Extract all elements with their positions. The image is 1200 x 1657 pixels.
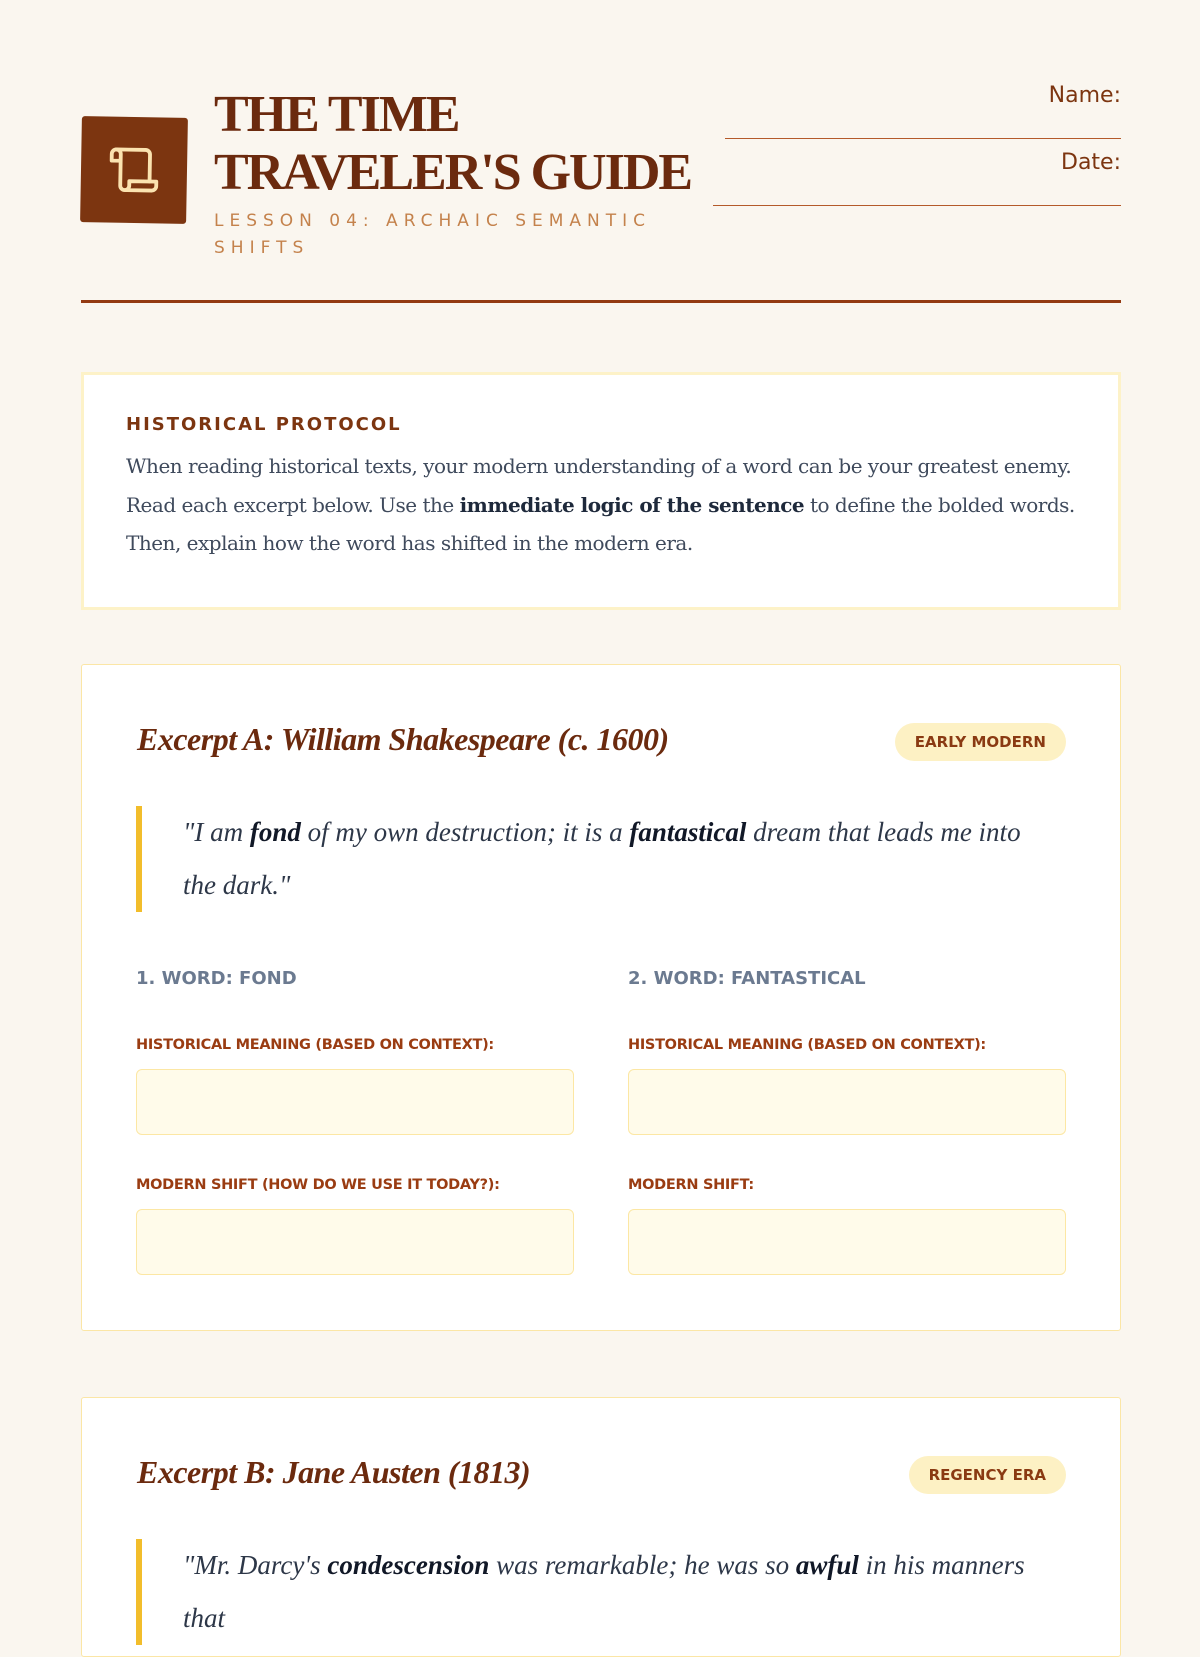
worksheet-header: [81, 0, 1121, 304]
historical-meaning-label: HISTORICAL MEANING (BASED ON CONTEXT):: [628, 1037, 986, 1053]
quote-bold-word: fantastical: [629, 817, 747, 847]
quote-bold-word: fond: [249, 817, 301, 847]
quote-text: of my own destruction; it is a: [300, 817, 630, 847]
protocol-box: [81, 372, 1121, 610]
quote-text: "I am: [183, 817, 250, 847]
excerpt-quote: [136, 1539, 1056, 1645]
word-label: 1. WORD: FOND: [136, 968, 297, 989]
protocol-text-start: When reading historical texts, your modern understanding of a word can be your greatest enemy. Read each excerpt below. Use the: [126, 454, 1072, 517]
modern-shift-input[interactable]: [628, 1209, 1066, 1275]
excerpt-title: Excerpt A: William Shakespeare (c. 1600): [137, 721, 669, 757]
excerpt-title: Excerpt B: Jane Austen (1813): [137, 1454, 531, 1490]
era-badge: EARLY MODERN: [895, 723, 1066, 761]
excerpt-quote: [136, 806, 1056, 912]
quote-bold-word: condescension: [327, 1550, 490, 1580]
quote-text: in his manners that: [183, 1550, 1025, 1633]
historical-meaning-input[interactable]: [136, 1069, 574, 1135]
word-label: 2. WORD: FANTASTICAL: [628, 968, 866, 989]
scroll-icon: [107, 143, 162, 198]
modern-shift-label: MODERN SHIFT (HOW DO WE USE IT TODAY?):: [136, 1177, 500, 1193]
quote-text: dream that leads me into the dark.": [183, 817, 1021, 900]
protocol-heading: HISTORICAL PROTOCOL: [126, 414, 402, 435]
lesson-subtitle: LESSON 04: ARCHAIC SEMANTIC SHIFTS: [214, 211, 652, 258]
quote-text: "Mr. Darcy's: [183, 1550, 328, 1580]
era-badge: REGENCY ERA: [909, 1456, 1066, 1494]
protocol-text: [126, 447, 1076, 563]
modern-shift-label: MODERN SHIFT:: [628, 1177, 754, 1193]
modern-shift-input[interactable]: [136, 1209, 574, 1275]
excerpt-card-a: [81, 664, 1121, 1331]
logo-badge: [80, 116, 188, 224]
historical-meaning-input[interactable]: [628, 1069, 1066, 1135]
date-label: Date:: [1061, 150, 1121, 175]
name-label: Name:: [1048, 83, 1121, 108]
name-line[interactable]: [725, 138, 1121, 139]
protocol-text-end: to define the bolded words. Then, explain how the word has shifted in the modern era.: [126, 492, 1075, 555]
quote-text: was remarkable; he was so: [489, 1550, 796, 1580]
protocol-text-bold: immediate logic of the sentence: [459, 492, 805, 517]
worksheet-page: [81, 0, 1121, 1633]
header-divider: [81, 300, 1121, 303]
date-line[interactable]: [713, 205, 1121, 206]
page-title: THE TIME TRAVELER'S GUIDE: [214, 86, 692, 201]
quote-bold-word: awful: [795, 1550, 859, 1580]
excerpt-card-b: [81, 1397, 1121, 1657]
historical-meaning-label: HISTORICAL MEANING (BASED ON CONTEXT):: [136, 1037, 494, 1053]
